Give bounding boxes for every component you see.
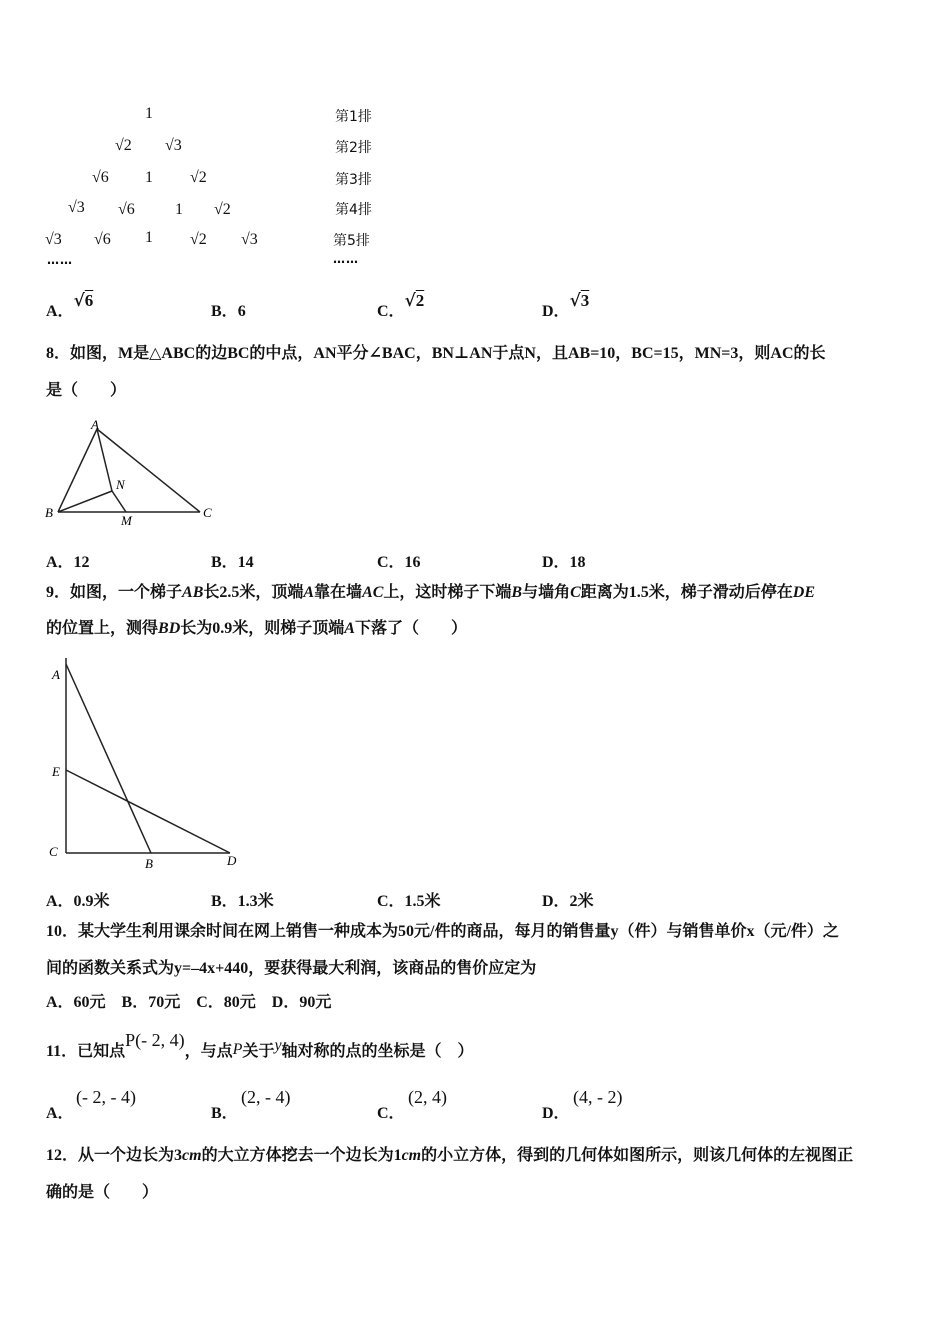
q8-option-c[interactable]: C．16	[377, 554, 421, 571]
q9-line2: 的位置上，测得BD长为0.9米，则梯子顶端A下落了（ ）	[46, 620, 467, 637]
pyramid-r3-c3: √2	[190, 169, 207, 186]
label-a: A	[52, 667, 60, 682]
segment-an	[97, 429, 112, 491]
radicand: 3	[580, 291, 590, 310]
q9-option-a[interactable]: A．0.9米	[46, 893, 110, 910]
pyramid-r5-c1: √3	[45, 231, 62, 248]
q8-line1: 8．如图，M是△ABC的边BC的中点，AN平分∠BAC，BN⊥AN于点N，且AB=10，BC=15，MN=3，则AC的长	[46, 345, 826, 362]
row-label-2: 第2排	[335, 140, 372, 156]
pyramid-r4-c2: √6	[118, 201, 135, 218]
pyramid-r2-c1: √2	[115, 137, 132, 154]
q12-line2: 确的是（ ）	[46, 1184, 159, 1201]
label-e: E	[52, 764, 60, 779]
q7-option-d[interactable]	[542, 291, 590, 321]
q9-option-b[interactable]: B．1.3米	[211, 893, 274, 910]
label-d: D	[227, 853, 237, 868]
q11-option-b[interactable]: B．	[211, 1105, 238, 1122]
pyramid-r5-c4: √2	[190, 231, 207, 248]
sqrt-expression: √3	[569, 291, 590, 311]
q9-option-d[interactable]: D．2米	[542, 893, 594, 910]
q8-line2: 是（ ）	[46, 382, 127, 399]
sqrt-expression: √6	[73, 291, 94, 311]
radicand: 2	[415, 291, 425, 310]
label-a: A	[91, 417, 99, 432]
pyramid-r5-c5: √3	[241, 231, 258, 248]
pyramid-r5-c3: 1	[145, 229, 153, 246]
row-label-5: 第5排	[333, 233, 370, 249]
segment-ac	[97, 429, 200, 512]
pyramid-dots-right: ……	[333, 252, 359, 266]
q11-option-c-value: (2, 4)	[408, 1087, 447, 1107]
q10-options[interactable]: A．60元 B．70元 C．80元 D．90元	[46, 994, 332, 1011]
row-label-1: 第1排	[335, 109, 372, 125]
pyramid-r4-c3: 1	[175, 201, 183, 218]
pyramid-r2-c2: √3	[165, 137, 182, 154]
pyramid-dots-left: ……	[47, 253, 73, 267]
label-b: B	[145, 856, 153, 871]
q10-line2: 间的函数关系式为y=–4x+440，要获得最大利润，该商品的售价应定为	[46, 960, 537, 977]
axis-y: y	[274, 1037, 282, 1054]
q8-option-b[interactable]: B．14	[211, 554, 254, 571]
label-m: M	[121, 513, 132, 528]
q11-option-c[interactable]: C．	[377, 1105, 405, 1122]
q8-triangle-figure	[40, 415, 220, 530]
q11-option-b-value: (2, - 4)	[241, 1087, 291, 1107]
pyramid-r5-c2: √6	[94, 231, 111, 248]
label-b: B	[45, 505, 53, 520]
q7-option-a[interactable]	[46, 291, 94, 321]
ladder-ab	[66, 664, 151, 853]
q10-line1: 10．某大学生利用课余时间在网上销售一种成本为50元/件的商品，每月的销售量y（件）与销售单价x（元/件）之	[46, 923, 839, 940]
q8-option-d[interactable]: D．18	[542, 554, 586, 571]
q7-option-b[interactable]	[211, 298, 246, 321]
option-letter: A．	[46, 303, 74, 320]
pyramid-r1-c1: 1	[145, 105, 153, 122]
point-p-coord: P(- 2, 4)	[125, 1030, 185, 1050]
radicand: 6	[84, 291, 94, 310]
pyramid-r3-c1: √6	[92, 169, 109, 186]
q7-option-c[interactable]	[377, 291, 425, 321]
q12-line1: 12．从一个边长为3cm的大立方体挖去一个边长为1cm的小立方体，得到的几何体如图所示，则该几何体的左视图正	[46, 1147, 854, 1164]
row-label-3: 第3排	[335, 172, 372, 188]
q11-option-a[interactable]: A．	[46, 1105, 74, 1122]
label-n: N	[116, 477, 125, 492]
q11-option-a-value: (- 2, - 4)	[76, 1087, 136, 1107]
pyramid-r4-c1: √3	[68, 199, 85, 216]
ladder-de	[66, 770, 230, 853]
option-letter: C．	[377, 303, 405, 320]
label-c: C	[49, 844, 58, 859]
row-label-4: 第4排	[335, 202, 372, 218]
option-letter: B．	[211, 303, 238, 320]
q8-option-a[interactable]: A．12	[46, 554, 90, 571]
option-value: 6	[237, 303, 246, 320]
q11-stem: 11．已知点P(- 2, 4)，与点P关于y轴对称的点的坐标是（ ）	[46, 1030, 474, 1060]
q9-line1: 9．如图，一个梯子AB长2.5米，顶端A靠在墙AC上，这时梯子下端B与墙角C距离为1.5米，梯子滑动后停在DE	[46, 584, 816, 601]
point-p: P	[232, 1041, 243, 1058]
sqrt-expression: √2	[404, 291, 425, 311]
q11-option-d[interactable]: D．	[542, 1105, 570, 1122]
option-letter: D．	[542, 303, 570, 320]
segment-nm	[112, 491, 126, 512]
q9-option-c[interactable]: C．1.5米	[377, 893, 441, 910]
pyramid-r4-c4: √2	[214, 201, 231, 218]
q11-option-d-value: (4, - 2)	[573, 1087, 623, 1107]
q9-ladder-figure	[40, 652, 250, 877]
label-c: C	[203, 505, 212, 520]
pyramid-r3-c2: 1	[145, 169, 153, 186]
